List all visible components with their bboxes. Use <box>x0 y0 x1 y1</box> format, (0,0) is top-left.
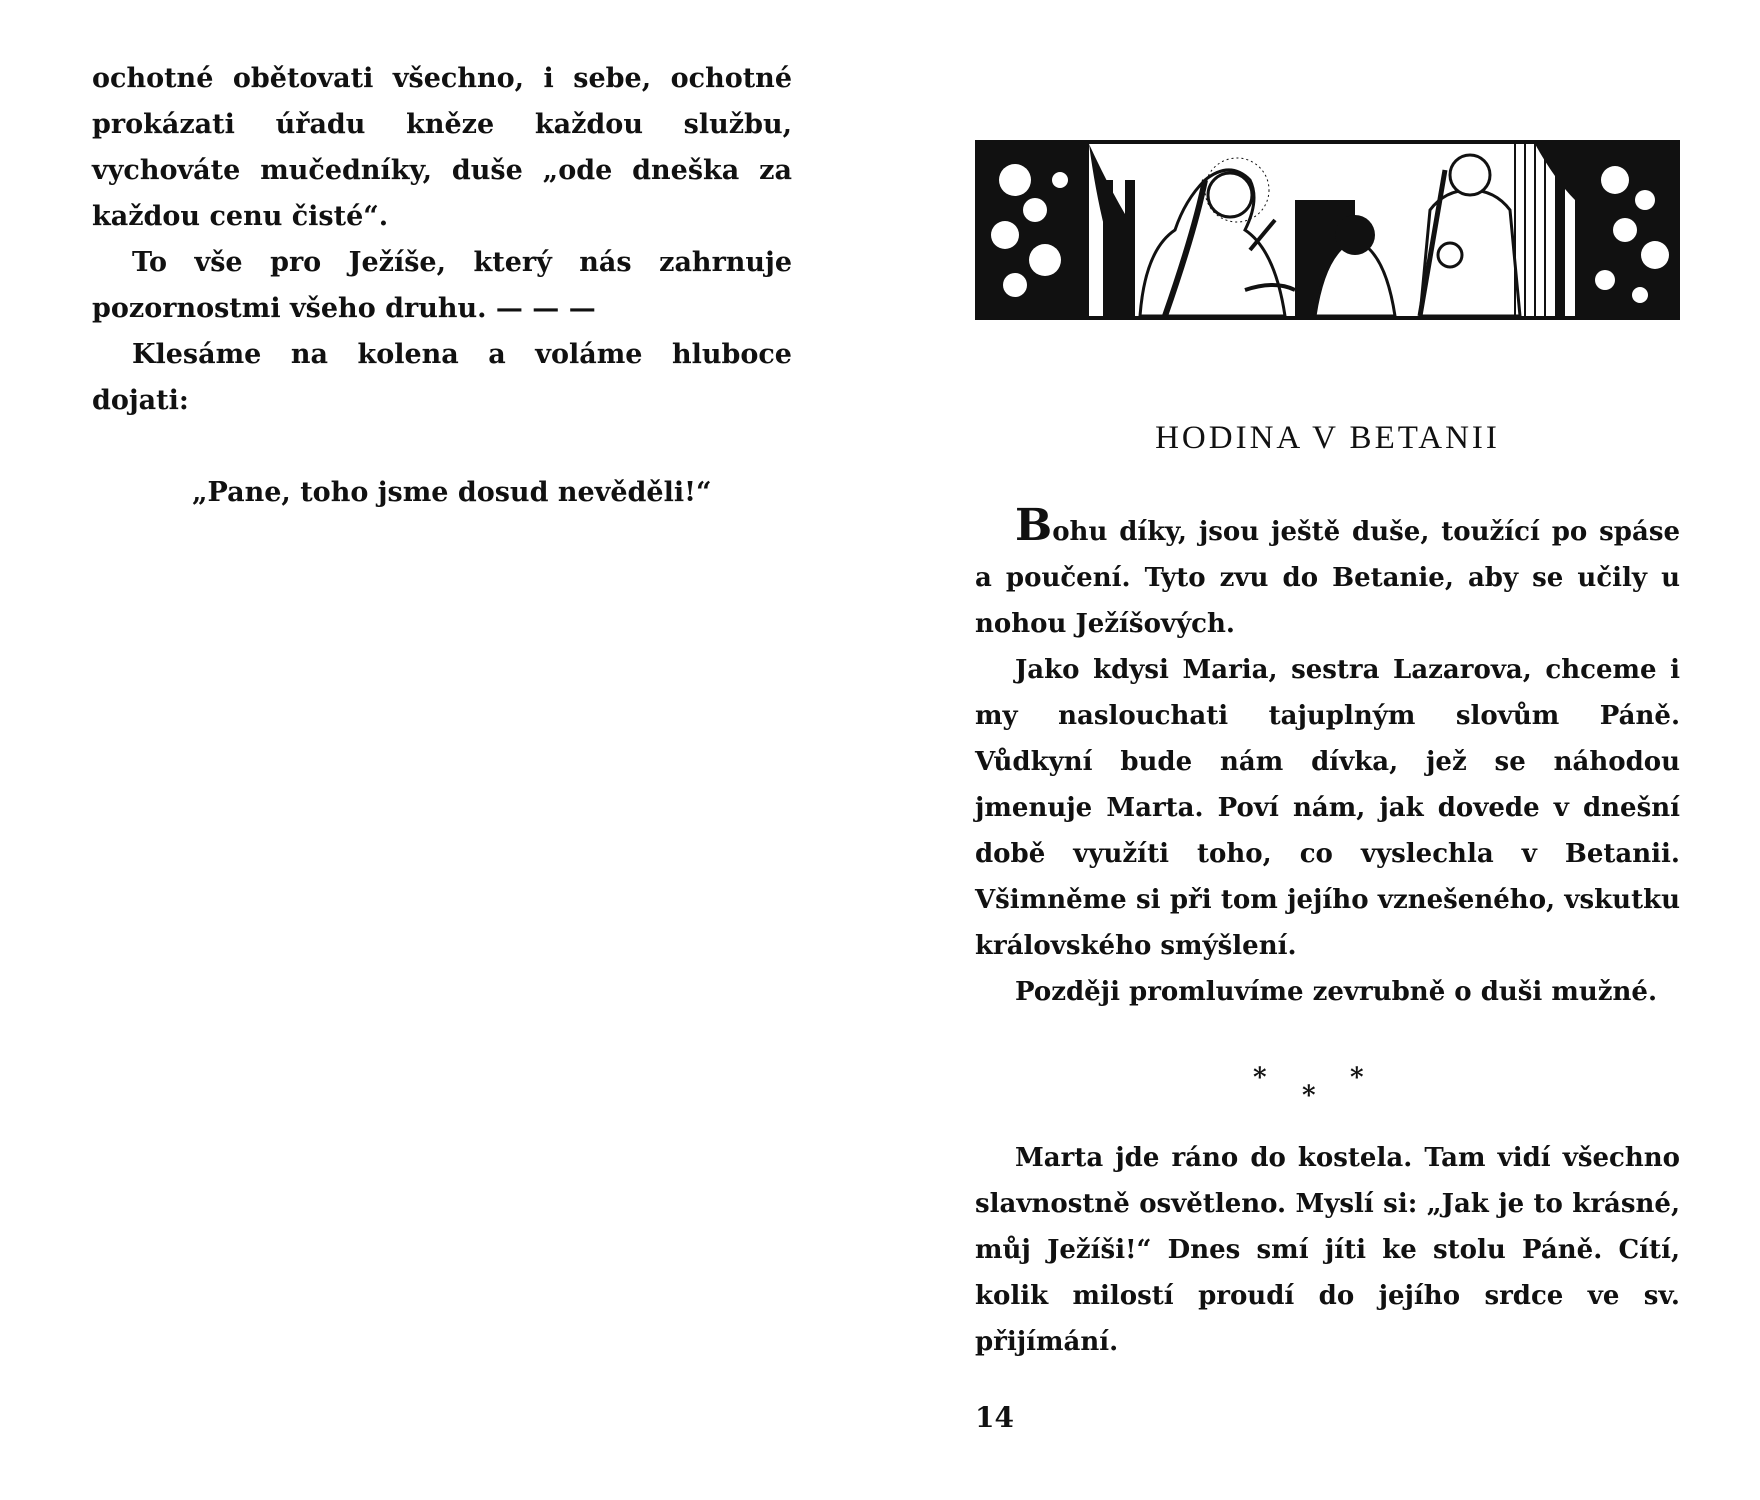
left-paragraph-3: Klesáme na kolena a voláme hluboce dojati: <box>92 339 792 416</box>
left-quote: „Pane, toho jsme dosud nevěděli!“ <box>192 477 712 508</box>
right-page <box>975 140 1680 1434</box>
asterisk-2: * <box>1302 1081 1316 1111</box>
right-paragraph-2: Jako kdysi Maria, sestra Lazarova, chceme i my naslouchati tajuplným slovům Páně. Vůdkyní bude nám dívka, jež se náhodou jmenuje Marta. Poví nám, jak dovede v dnešní době využíti toho, co vyslechla v Betanii. Všimněme si při tom jejího vznešeného, vskutku královského smýšlení. <box>975 655 1680 961</box>
right-paragraph-4: Marta jde ráno do kostela. Tam vidí všechno slavnostně osvětleno. Myslí si: „Jak je to krásné, můj Ježíši!“ Dnes smí jíti ke stolu Páně. Cítí, kolik milostí proudí do jejího srdce ve sv. přijímání. <box>975 1143 1680 1357</box>
left-paragraph-1: ochotné obětovati všechno, i sebe, ochotné prokázati úřadu kněze každou službu, vychováte mučedníky, duše „ode dneška za každou cenu čisté“. <box>92 63 792 232</box>
chapter-title: HODINA V BETANII <box>1155 420 1500 456</box>
right-paragraph-3: Později promluvíme zevrubně o duši mužné. <box>1015 977 1658 1007</box>
asterisk-1: * <box>1253 1063 1267 1093</box>
section-separator <box>975 1015 1680 1135</box>
left-page <box>92 56 792 516</box>
right-paragraph-1-text: ohu díky, jsou ještě duše, toužící po spáse a poučení. Tyto zvu do Betanie, aby se učily u nohou Ježíšových. <box>975 517 1680 639</box>
drop-cap: B <box>1015 500 1053 551</box>
asterisk-3: * <box>1350 1063 1364 1093</box>
left-paragraph-2: To vše pro Ježíše, který nás zahrnuje pozornostmi všeho druhu. — — — <box>92 247 792 324</box>
right-paragraph-1 <box>975 500 1680 647</box>
headpiece-illustration <box>975 140 1680 320</box>
page-number: 14 <box>975 1401 1014 1434</box>
right-body-text <box>975 500 1680 1365</box>
